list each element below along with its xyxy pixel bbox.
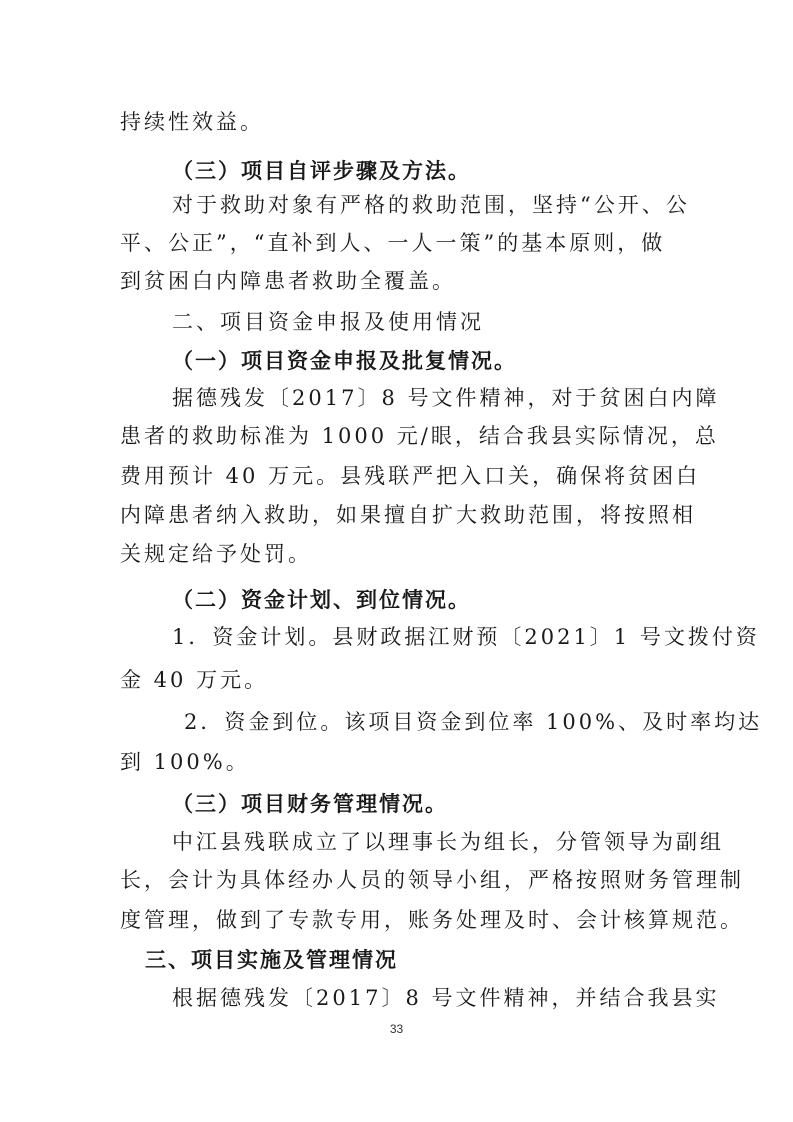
section-heading-implementation: 三、项目实施及管理情况 xyxy=(145,948,398,972)
paragraph-line: 内障患者纳入救助，如果擅自扩大救助范围，将按照相 xyxy=(120,503,696,527)
section-heading-funds: 二、项目资金申报及使用情况 xyxy=(172,310,484,334)
paragraph-line: 对于救助对象有严格的救助范围，坚持“公开、公 xyxy=(172,193,690,217)
paragraph-line: 平、公正”，“直补到人、一人一策”的基本原则，做 xyxy=(120,231,666,255)
paragraph-line: 度管理，做到了专款专用，账务处理及时、会计核算规范。 xyxy=(120,908,744,932)
paragraph-line: 患者的救助标准为 1000 元/眼，结合我县实际情况，总 xyxy=(120,424,719,448)
list-item-fund-arrival: 2．资金到位。该项目资金到位率 100%、及时率均达 xyxy=(184,710,763,734)
paragraph-line: 金 40 万元。 xyxy=(120,668,269,692)
paragraph-line: 据德残发〔2017〕8 号文件精神，对于贫困白内障 xyxy=(172,386,720,410)
paragraph-line: 关规定给予处罚。 xyxy=(120,542,312,566)
subsection-heading-application: （一）项目资金申报及批复情况。 xyxy=(172,349,517,373)
page-number: 33 xyxy=(389,1022,404,1036)
paragraph-line: 长，会计为具体经办人员的领导小组，严格按照财务管理制 xyxy=(120,868,744,892)
paragraph-continuation-line: 持续性效益。 xyxy=(120,110,264,134)
paragraph-line: 根据德残发〔2017〕8 号文件精神，并结合我县实 xyxy=(172,986,720,1010)
paragraph-line: 费用预计 40 万元。县残联严把入口关，确保将贫困白 xyxy=(120,464,701,488)
paragraph-line: 到贫困白内障患者救助全覆盖。 xyxy=(120,269,456,293)
subsection-heading-self-evaluation: （三）项目自评步骤及方法。 xyxy=(172,159,471,183)
subsection-heading-fund-plan: （二）资金计划、到位情况。 xyxy=(172,588,471,612)
subsection-heading-financial-management: （三）项目财务管理情况。 xyxy=(172,792,448,816)
paragraph-line: 到 100%。 xyxy=(120,750,250,774)
paragraph-line: 中江县残联成立了以理事长为组长，分管领导为副组 xyxy=(172,830,724,854)
list-item-fund-plan: 1．资金计划。县财政据江财预〔2021〕1 号文拨付资 xyxy=(172,625,760,649)
